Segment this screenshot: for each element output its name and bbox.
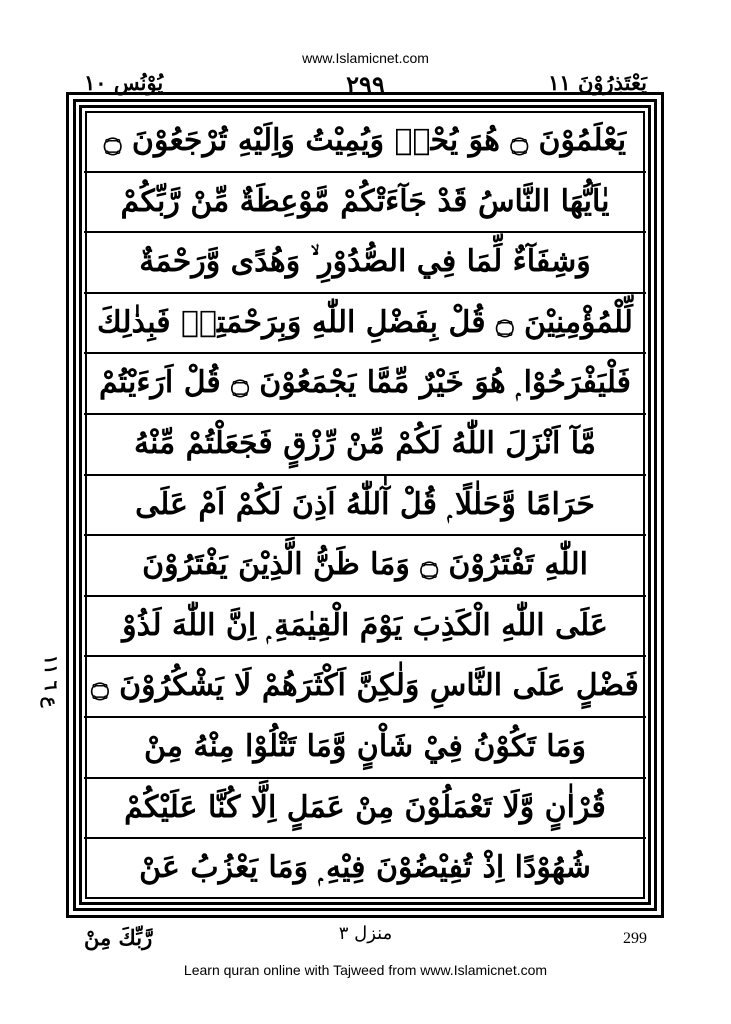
surah-name: يُوْنُس ١٠ [84, 70, 164, 95]
text-line: قُرْاٰنٍ وَّلَا تَعْمَلُوْنَ مِنْ عَمَلٍ اِلَّا كُنَّا عَلَيْكُمْ [84, 779, 646, 840]
text-line: حَرَامًا وَّحَلٰلًا ۭ قُلْ آٰللّٰهُ اَذِنَ لَكُمْ اَمْ عَلَى [84, 476, 646, 537]
text-line: فَلْيَفْرَحُوْا ۭ هُوَ خَيْرٌ مِّمَّا يَجْمَعُوْنَ ۝ قُلْ اَرَءَيْتُمْ [84, 354, 646, 415]
ruku-marker: ع ٦ ١١ [40, 655, 61, 708]
text-line: وَشِفَآءٌ لِّمَا فِي الصُّدُوْرِ ۙ وَهُدًى وَّرَحْمَةٌ [84, 233, 646, 294]
text-line: عَلَى اللّٰهِ الْكَذِبَ يَوْمَ الْقِيٰمَةِ ۭ اِنَّ اللّٰهَ لَذُوْ [84, 597, 646, 658]
text-line: يَعْلَمُوْنَ ۝ هُوَ يُحْيٖ وَيُمِيْتُ وَاِلَيْهِ تُرْجَعُوْنَ ۝ [84, 112, 646, 173]
footer-tagline[interactable]: Learn quran online with Tajweed from www.Islamicnet.com [183, 962, 548, 978]
catchword: رَّبِّكَ مِنْ [84, 925, 153, 950]
quran-text-block [84, 112, 646, 900]
text-line: فَضْلٍ عَلَى النَّاسِ وَلٰكِنَّ اَكْثَرَهُمْ لَا يَشْكُرُوْنَ ۝ [84, 657, 646, 718]
website-url[interactable]: www.Islamicnet.com [302, 50, 429, 66]
text-line: اللّٰهِ تَفْتَرُوْنَ ۝ وَمَا ظَنُّ الَّذِيْنَ يَفْتَرُوْنَ [84, 536, 646, 597]
juz-name: يَعْتَذِرُوْنَ ١١ [548, 70, 647, 95]
page-number-arabic: ٢٩٩ [346, 70, 385, 99]
manzil-label: منزل ٣ [338, 923, 393, 944]
text-line: وَمَا تَكُوْنُ فِيْ شَاْنٍ وَّمَا تَتْلُوْا مِنْهُ مِنْ [84, 718, 646, 779]
text-line: شُهُوْدًا اِذْ تُفِيْضُوْنَ فِيْهِ ۭ وَمَا يَعْزُبُ عَنْ [139, 850, 591, 886]
text-line: لِّلْمُؤْمِنِيْنَ ۝ قُلْ بِفَضْلِ اللّٰهِ وَبِرَحْمَتِهٖ فَبِذٰلِكَ [84, 294, 646, 355]
text-line: مَّآ اَنْزَلَ اللّٰهُ لَكُمْ مِّنْ رِّزْقٍ فَجَعَلْتُمْ مِّنْهُ [84, 415, 646, 476]
page-number: 299 [623, 930, 647, 947]
text-line: يٰاَيُّهَا النَّاسُ قَدْ جَآءَتْكُمْ مَّوْعِظَةٌ مِّنْ رَّبِّكُمْ [84, 173, 646, 234]
